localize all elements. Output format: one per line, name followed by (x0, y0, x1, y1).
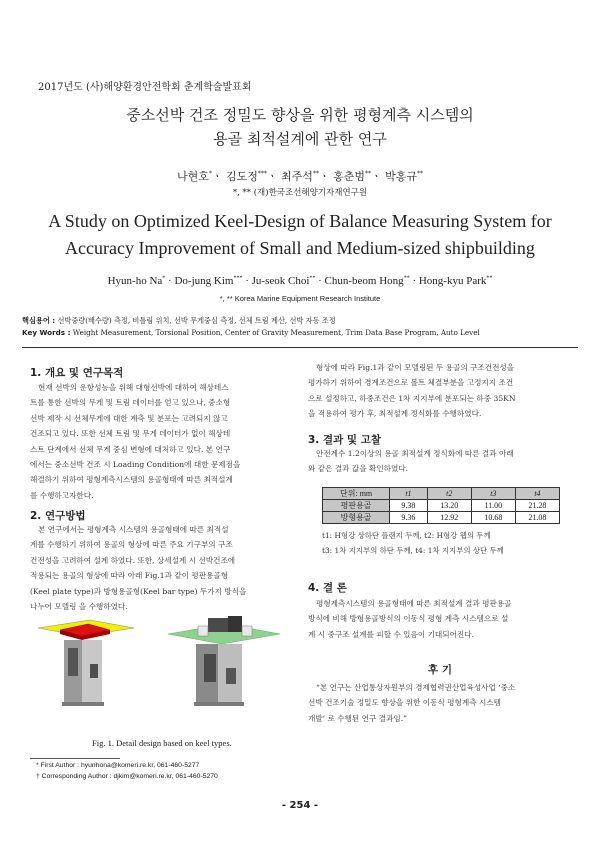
keel-bar-model (168, 616, 280, 706)
korean-title-line-1: 중소선박 건조 정밀도 향상을 위한 평형계측 시스템의 (126, 106, 474, 124)
section-3-body: 안전계수 1.2이상의 용골 최적설계 정식화에 따른 결과 아래 와 같은 결과 값을 확인하였다. (308, 449, 514, 474)
english-affiliation: *, ** Korea Marine Equipment Research Institute (219, 294, 381, 303)
table-cell: t1 (390, 488, 428, 500)
table-header-row (323, 488, 560, 500)
table-cell: 10.68 (471, 512, 515, 524)
results-table (322, 487, 560, 524)
acknowledgement-body: “본 연구는 산업통상자원부의 경제협력권산업육성사업 ‘중소 선박 건조기술 정밀도 향상을 위한 이동식 평형계측 시스템 개발’ 로 수행된 연구 결과임.” (308, 683, 516, 723)
footnote-first-author: * First Author : hyunhona@komeri.re.kr, 061-460-5277 (36, 762, 200, 769)
korean-affiliation: *, ** (재)한국조선해양기자재연구원 (232, 188, 368, 198)
table-cell: t2 (427, 488, 471, 500)
table-cell: 21.08 (515, 512, 559, 524)
section-1-body: 현재 선박의 운항성능을 위해 대형선박에 대하여 해상테스 트를 통한 선박의 무게 및 트림 데이터를 얻고 있으나, 중소형 선박 제작 시 선체무게에 대한 계측 및 분포는 고려되지 않고 건조되고 있다. 또한 선체 트림 및 무게 데이터가 없이 해상테 스트 단계에서 선체 무게 중심 변형에 대처하고 있다. 본 연구 에서는 중소선박 건조 시 Loading Condition에 대한 문제점을 해결하기 위하여 평형계측시스템의 용골형태에 따른 최적설계 를 수행하고자한다. (30, 383, 241, 500)
section-heading-2: 2. 연구방법 (30, 510, 86, 522)
figure-caption: Fig. 1. Detail design based on keel types. (92, 738, 232, 748)
section-2-body: 본 연구에서는 평형계측 시스템의 용골형태에 따른 최적설 계를 수행하기 위하여 용골의 형상에 따른 주요 기구부의 구조 건전성을 고려하여 설계 하였다. 또한, 상세설계 시 선박건조에 적용되는 용골의 형상에 따라 아래 Fig.1과 같이 평판용골형 (Keel plate type)과 방형용골형(Keel bar type) 두가지 방식을 나누어 모델링 을 수행하였다. (30, 525, 247, 612)
section-heading-4: 4. 결 론 (308, 582, 347, 594)
divider (22, 347, 578, 348)
english-title-line-2: Accuracy Improvement of Small and Medium-sized shipbuilding (65, 238, 535, 258)
keel-plate-model (38, 620, 134, 706)
english-authors: Hyun-ho Na* · Do-jung Kim*** · Ju-seok Choi** · Chun-beom Hong** · Hong-kyu Park** (107, 275, 493, 287)
table-cell: 단위: mm (323, 488, 390, 500)
keywords-english: Key Words : Weight Measurement, Torsional Position, Center of Gravity Measurement, Trim Data Base Program, Auto Level (22, 328, 480, 337)
table-cell: 방형용골 (323, 512, 390, 524)
table-cell: 9.38 (390, 500, 428, 512)
table-cell: 평판용골 (323, 500, 390, 512)
figure-keel-models (30, 612, 294, 712)
korean-authors: 나현호*ㆍ 김도정***ㆍ 최주석**ㆍ 홍춘범**ㆍ 박홍규** (176, 170, 423, 183)
table-cell: 9.36 (390, 512, 428, 524)
table-row (323, 512, 560, 524)
conference-header: 2017년도 (사)해양환경안전학회 춘계학술발표회 (38, 82, 252, 93)
table-cell: 12.92 (427, 512, 471, 524)
table-legend: t1: H형강 상하단 플랜지 두께, t2: H형강 웹의 두께 t3: 1차 지지부의 하단 두께, t4: 1차 지지부의 상단 두께 (322, 531, 504, 556)
keywords-korean: 핵심용어 : 선박중량(배수량) 측정, 비틀림 위치, 선박 무게중심 측정, 선체 트림 계산, 선박 자동 조정 (22, 316, 336, 325)
table-cell: 21.28 (515, 500, 559, 512)
section-heading-3: 3. 결과 및 고찰 (308, 434, 381, 446)
section-4-body: 평형계측시스템의 용골형태에 따른 최적설계 결과 평판용골 방식에 비해 방형용골방식의 이동식 평형 계측 시스템으로 설 계 시 중구조 설계를 피할 수 있음이 기대되어진다. (308, 599, 512, 639)
table-cell: 11.00 (471, 500, 515, 512)
table-cell: 13.20 (427, 500, 471, 512)
korean-title-line-2: 용골 최적설계에 관한 연구 (213, 130, 387, 148)
table-row (323, 500, 560, 512)
section-2-continued: 형상에 따라 Fig.1과 같이 모델링된 두 용골의 구조건전성을 평가하기 위하여 경계조건으로 볼트 체결부분을 고정지지 조건 으로 설정하고, 하중조건은 1차 지지부에 분포되는 하중 35KN 을 적용하여 평가 후, 최적설계 정식화를 수행하였다. (308, 363, 516, 419)
english-title-line-1: A Study on Optimized Keel-Design of Balance Measuring System for (48, 211, 552, 231)
acknowledgement-heading: 후 기 (428, 664, 452, 676)
footnote-corresponding-author: † Corresponding Author : djkim@komeri.re.kr, 061-460-5270 (36, 773, 218, 780)
table-cell: t4 (515, 488, 559, 500)
section-heading-1: 1. 개요 및 연구목적 (30, 367, 124, 379)
footnote-rule (30, 758, 120, 759)
table-cell: t3 (471, 488, 515, 500)
page-number: - 254 - (281, 800, 319, 811)
